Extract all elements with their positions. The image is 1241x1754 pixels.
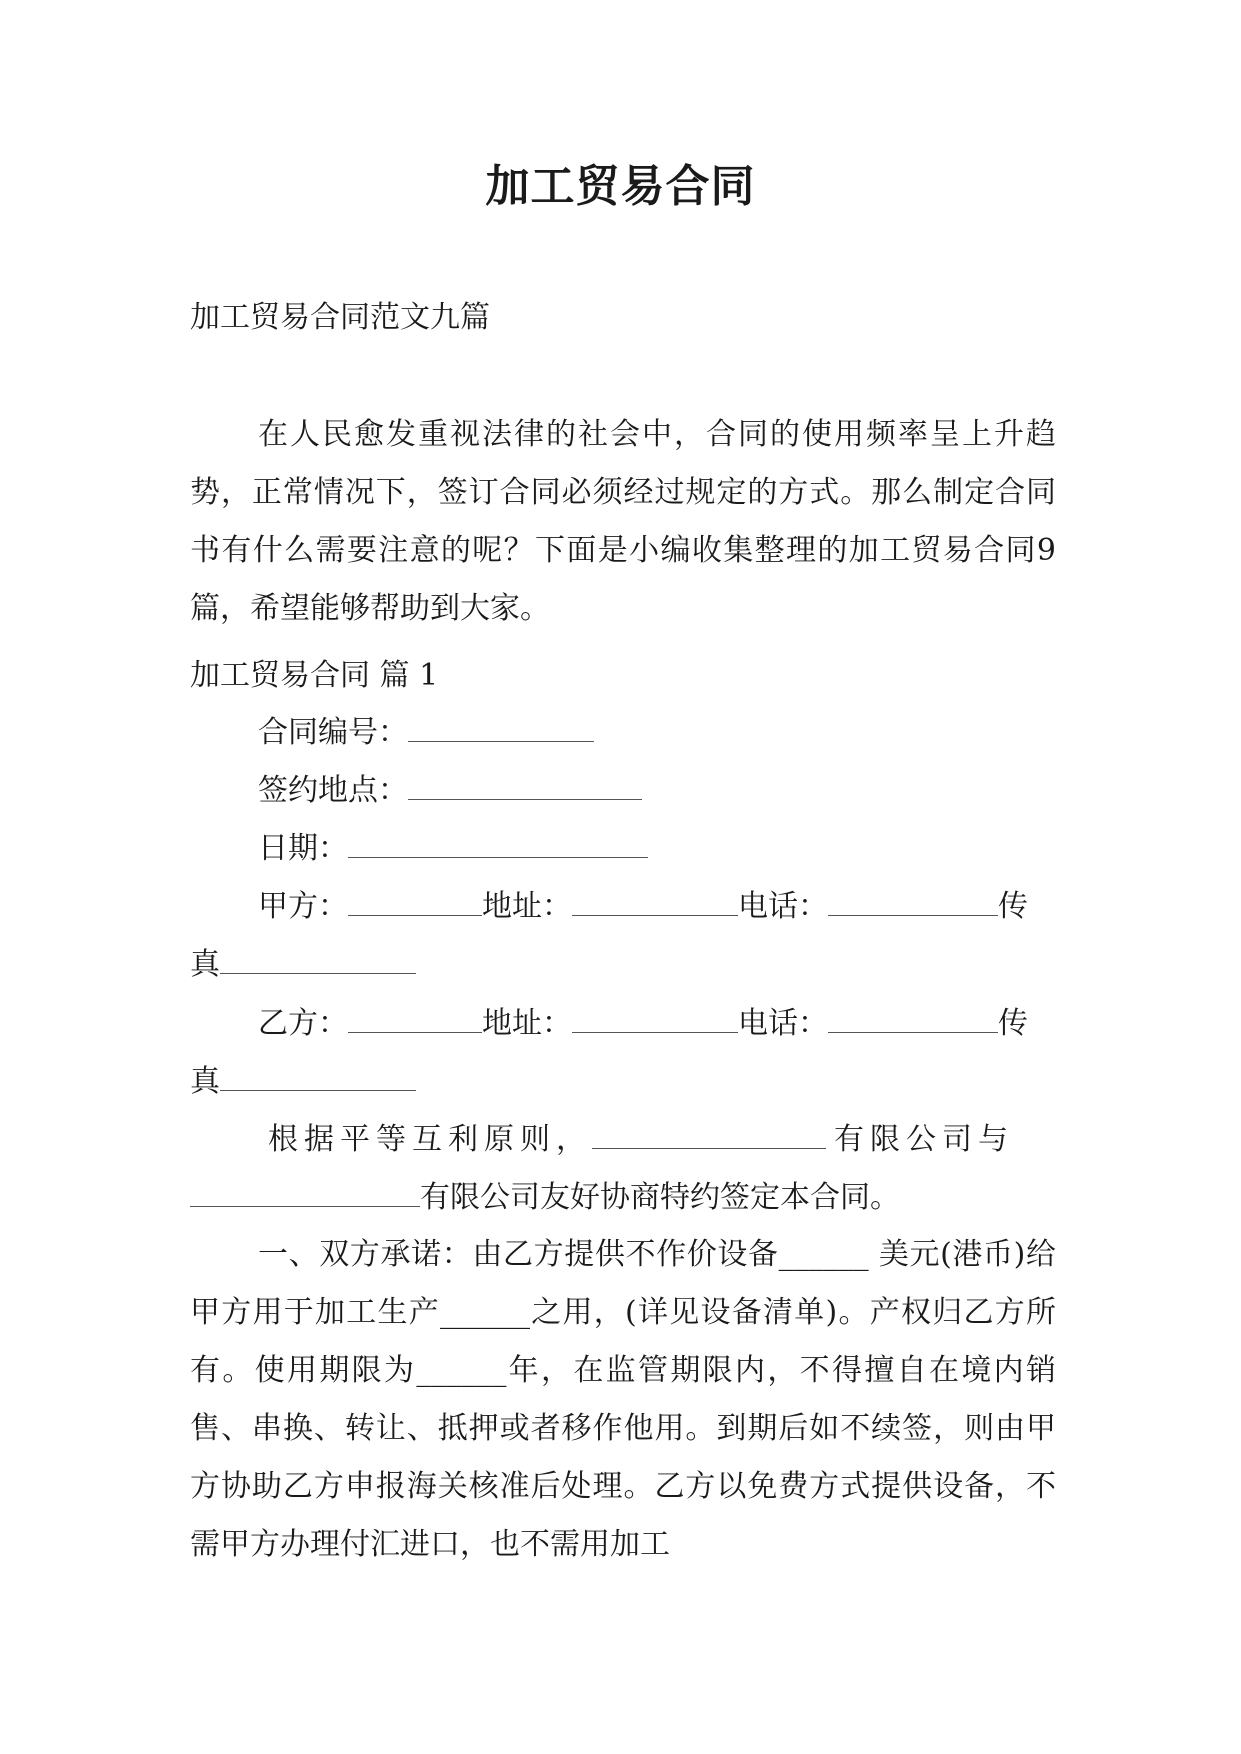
date-blank xyxy=(348,835,648,858)
party-b-address-label: 地址： xyxy=(482,1006,572,1041)
agreement-line-1 xyxy=(268,1114,1014,1158)
contract-number-blank xyxy=(408,719,594,742)
clause-1-paragraph: 一、双方承诺：由乙方提供不作价设备______ 美元(港币)给甲方用于加工生产______之用，(详见设备清单)。产权归乙方所有。使用期限为______年，在监管期限内，不得擅自在境内销售、串换、转让、抵押或者移作他用。到期后如不续签，则由甲方协助乙方申报海关核准后处理。乙方以免费方式提供设备，不需甲方办理付汇进口，也不需用加工 xyxy=(190,1237,1056,1562)
sign-place-line xyxy=(258,765,642,809)
party-b-address-blank xyxy=(572,1010,738,1033)
agreement-company-b-blank xyxy=(190,1184,420,1207)
intro-paragraph: 在人民愈发重视法律的社会中，合同的使用频率呈上升趋势，正常情况下，签订合同必须经过规定的方式。那么制定合同书有什么需要注意的呢？下面是小编收集整理的加工贸易合同9篇，希望能够帮助到大家。 xyxy=(190,417,1056,626)
party-b-line xyxy=(258,998,1056,1042)
party-a-fax-label-2: 真 xyxy=(190,947,220,982)
party-a-fax-blank xyxy=(220,951,416,974)
party-b-fax-label-2: 真 xyxy=(190,1064,220,1099)
party-a-address-blank xyxy=(572,893,738,916)
party-b-label: 乙方： xyxy=(258,1006,348,1041)
contract-number-label: 合同编号： xyxy=(258,715,408,750)
party-b-phone-blank xyxy=(828,1010,998,1033)
party-b-fax-label-1: 传 xyxy=(998,1006,1028,1041)
agreement-text-1: 根据平等互利原则， xyxy=(268,1122,592,1157)
section-heading: 加工贸易合同 篇 1 xyxy=(190,658,439,693)
party-a-address-label: 地址： xyxy=(482,889,572,924)
agreement-text-3: 有限公司友好协商特约签定本合同。 xyxy=(420,1180,900,1215)
date-label: 日期： xyxy=(258,831,348,866)
party-b-fax-line xyxy=(190,1056,416,1100)
party-a-fax-line xyxy=(190,939,416,983)
agreement-text-2: 有限公司与 xyxy=(834,1122,1014,1157)
document-title: 加工贸易合同 xyxy=(485,161,756,212)
contract-number-line xyxy=(258,707,594,751)
sign-place-label: 签约地点： xyxy=(258,773,408,808)
sign-place-blank xyxy=(408,777,642,800)
party-b-blank xyxy=(348,1010,482,1033)
party-a-phone-label: 电话： xyxy=(738,889,828,924)
party-a-phone-blank xyxy=(828,893,998,916)
agreement-line-2 xyxy=(190,1172,900,1216)
party-b-fax-blank xyxy=(220,1068,416,1091)
party-b-phone-label: 电话： xyxy=(738,1006,828,1041)
party-a-blank xyxy=(348,893,482,916)
party-a-fax-label-1: 传 xyxy=(998,889,1028,924)
date-line xyxy=(258,823,648,867)
agreement-company-a-blank xyxy=(592,1126,826,1149)
party-a-label: 甲方： xyxy=(258,889,348,924)
document-subtitle: 加工贸易合同范文九篇 xyxy=(190,300,490,335)
party-a-line xyxy=(258,881,1056,925)
